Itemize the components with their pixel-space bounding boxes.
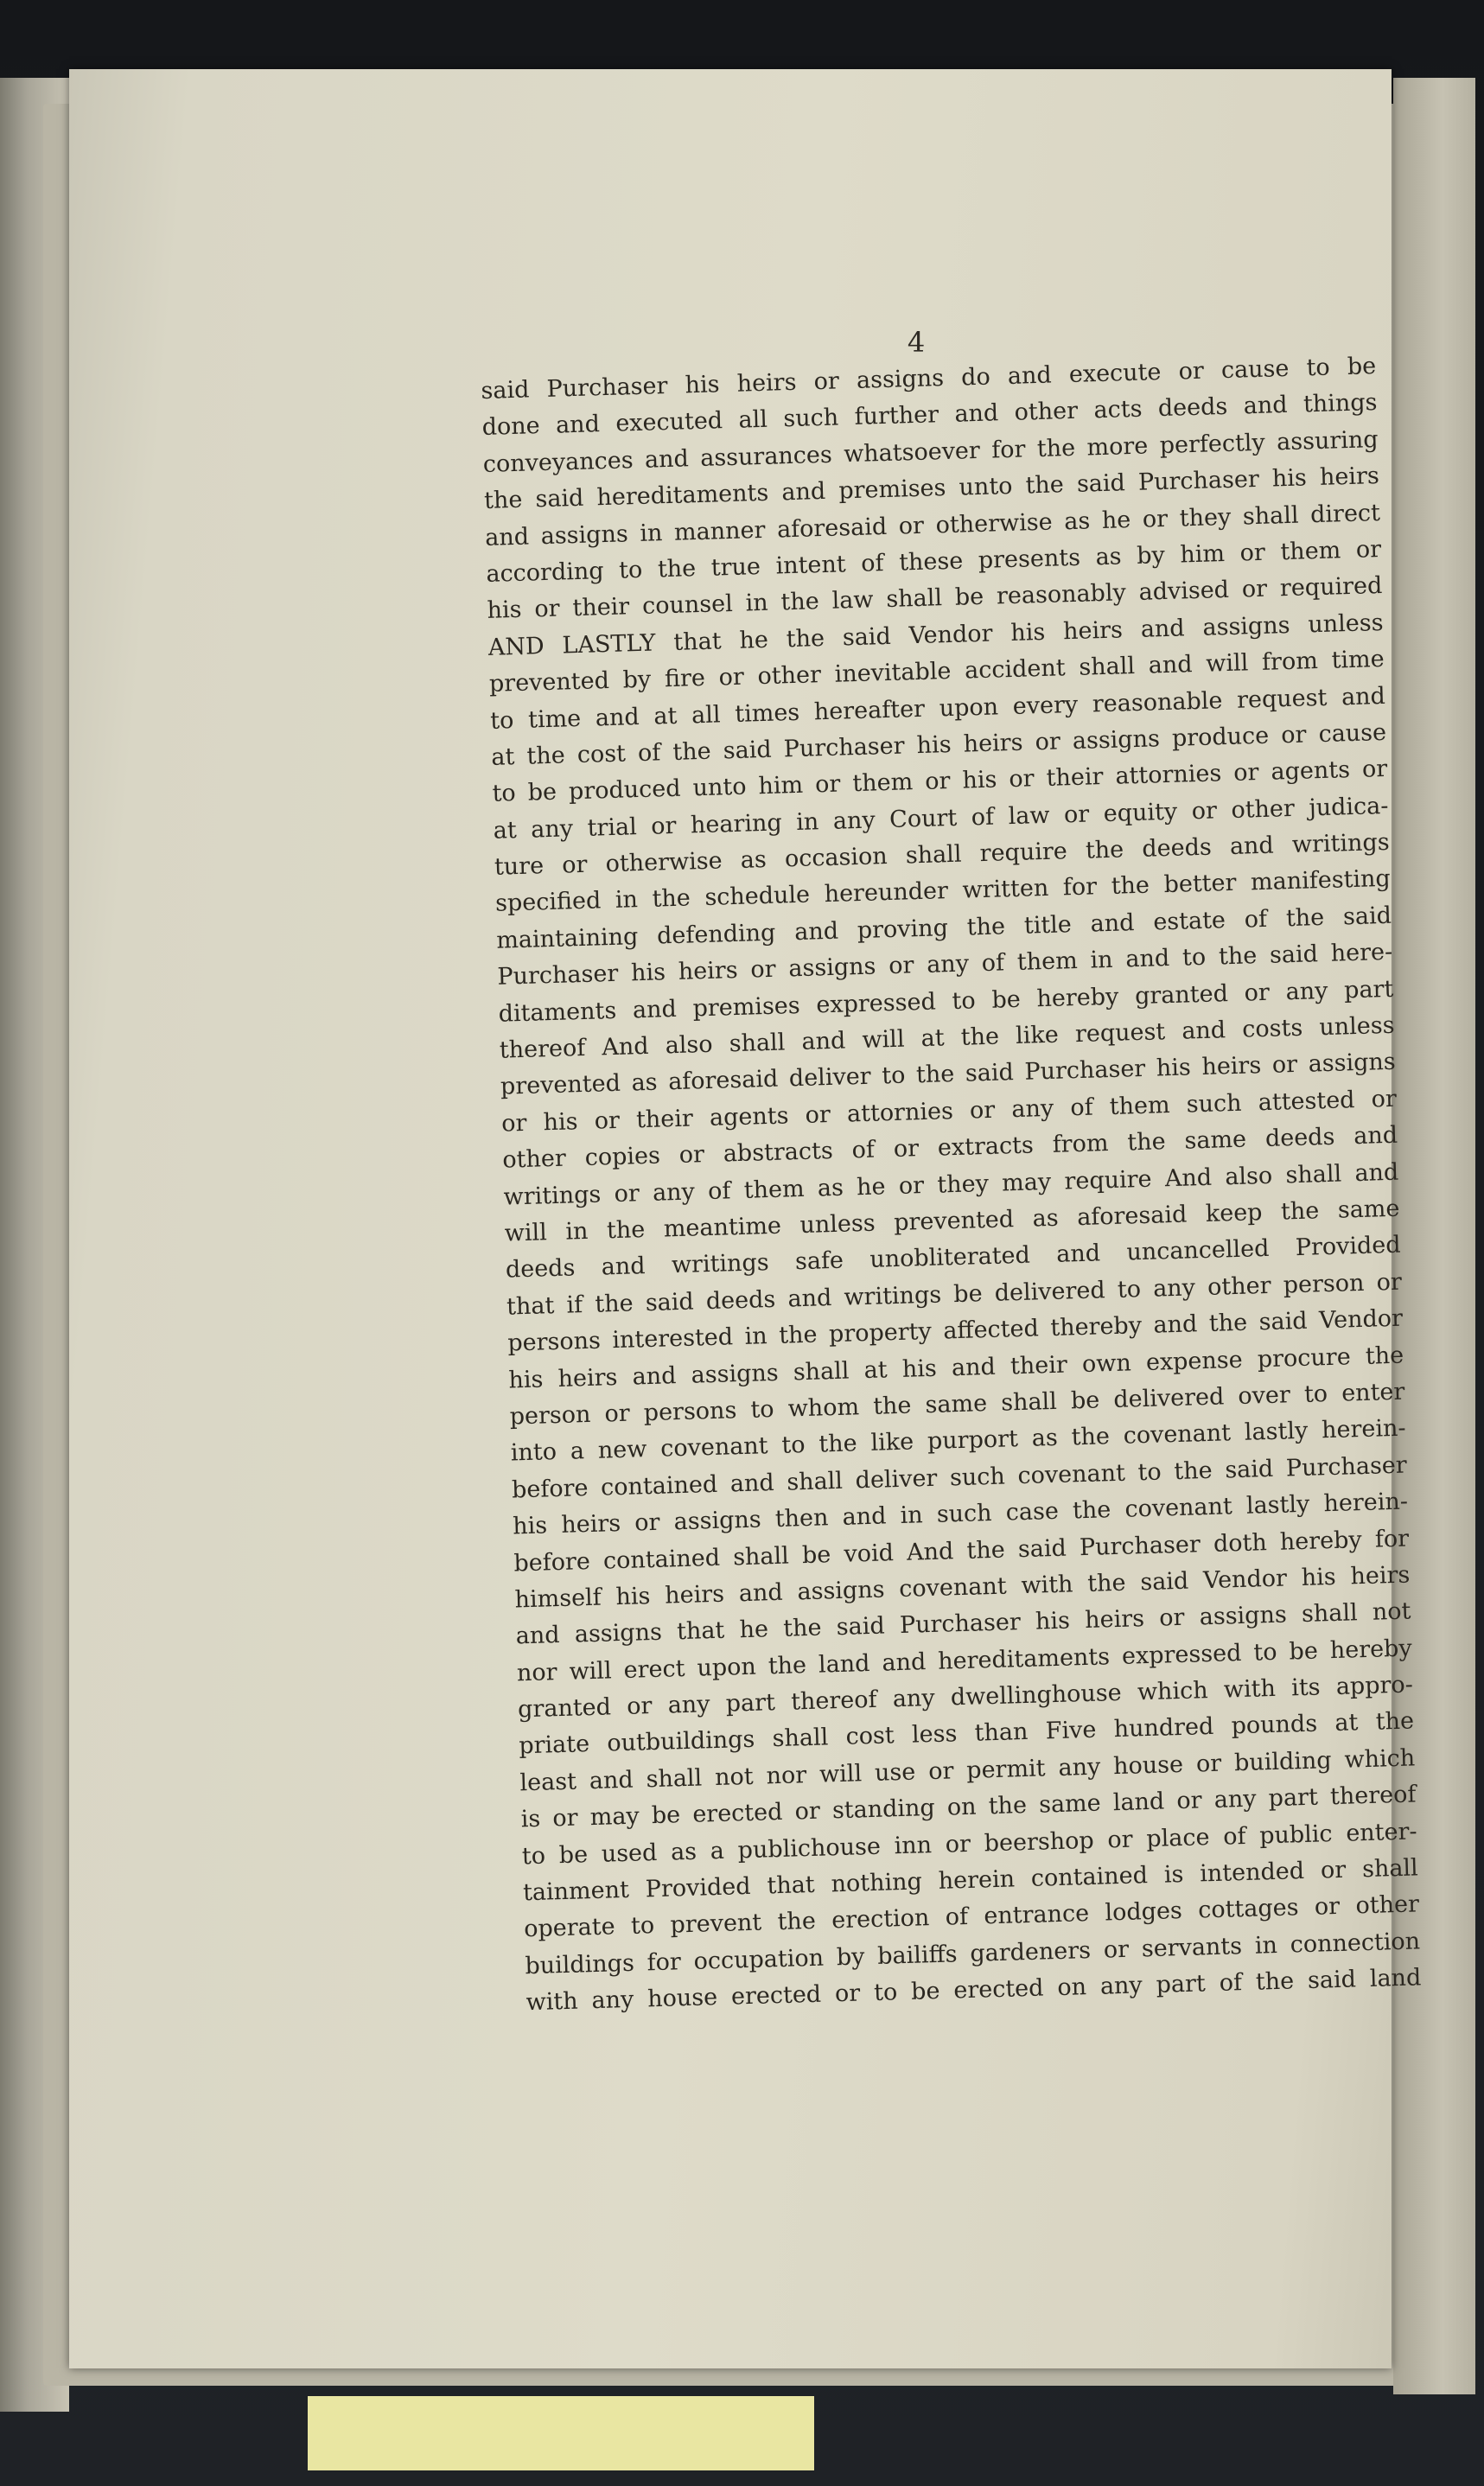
text-line: conveyances and assurances whatsoever for the more perfectly assuring — [482, 425, 1379, 478]
text-line: before contained and shall deliver such covenant to the said Purchaser — [511, 1451, 1408, 1504]
text-line: will in the meantime unless prevented as aforesaid keep the same — [504, 1195, 1400, 1247]
text-line: his heirs and assigns shall at his and their own expense procure the — [508, 1342, 1404, 1394]
text-line: at the cost of the said Purchaser his heirs or assigns produce or cause — [490, 718, 1387, 771]
page-number: 4 — [907, 326, 926, 359]
text-line: with any house erected or to be erected on any part of the said land — [525, 1964, 1422, 2017]
text-line: person or persons to whom the same shall be delivered over to enter — [509, 1378, 1405, 1431]
text-line: to be produced unto him or them or his or their attornies or agents or — [492, 755, 1388, 808]
text-line: maintaining defending and proving the title and estate of the said — [495, 902, 1392, 954]
text-line: persons interested in the property affected thereby and the said Vendor — [506, 1304, 1404, 1357]
text-line: his or their counsel in the law shall be reasonably advised or required — [487, 572, 1383, 625]
text-line: tainment Provided that nothing herein contained is intended or shall — [522, 1854, 1419, 1907]
text-line: deeds and writings safe unobliterated and uncancelled Provided — [505, 1232, 1402, 1284]
text-line: nor will erect upon the land and hereditaments expressed to be hereby — [516, 1635, 1413, 1687]
text-line: ture or otherwise as occasion shall require the deeds and writings — [494, 828, 1390, 881]
text-line: at any trial or hearing in any Court of law or equity or other judica- — [493, 792, 1389, 845]
text-line: operate to prevent the erection of entrance lodges cottages or other — [523, 1890, 1420, 1943]
deed-text-block — [481, 348, 1422, 2022]
text-line: done and executed all such further and other acts deeds and things — [481, 389, 1378, 442]
text-line: AND LASTLY that he the said Vendor his heirs and assigns unless — [487, 609, 1384, 661]
text-line: according to the true intent of these presents as by him or them or — [486, 535, 1382, 588]
text-line: to be used as a publichouse inn or beershop or place of public enter- — [521, 1818, 1417, 1870]
text-line: his heirs or assigns then and in such case the covenant lastly herein- — [512, 1488, 1409, 1540]
text-line: the said hereditaments and premises unto the said Purchaser his heirs — [483, 462, 1380, 515]
text-line: prevented by fire or other inevitable accident shall and will from time — [488, 646, 1385, 698]
text-line: or his or their agents or attornies or any of them such attested or — [500, 1085, 1398, 1138]
text-line: that if the said deeds and writings be delivered to any other person or — [506, 1268, 1403, 1321]
text-line: thereof And also shall and will at the like request and costs unless — [499, 1011, 1395, 1064]
text-line: granted or any part thereof any dwellinghouse which with its appro- — [517, 1671, 1414, 1724]
text-line: himself his heirs and assigns covenant with the said Vendor his heirs — [514, 1561, 1411, 1614]
text-line: and assigns that he the said Purchaser his heirs or assigns shall not — [515, 1597, 1411, 1650]
text-line: into a new covenant to the like purport as the covenant lastly herein- — [510, 1414, 1406, 1467]
text-line: writings or any of them as he or they may require And also shall and — [503, 1158, 1399, 1211]
facing-page-edge — [1393, 78, 1475, 2394]
text-line: said Purchaser his heirs or assigns do and execute or cause to be — [481, 353, 1377, 405]
text-line: prevented as aforesaid deliver to the said Purchaser his heirs or assigns — [500, 1049, 1397, 1101]
text-line: and assigns in manner aforesaid or otherwise as he or they shall direct — [484, 499, 1381, 551]
text-line: to time and at all times hereafter upon every reasonable request and — [489, 682, 1386, 735]
text-line: priate outbuildings shall cost less than Five hundred pounds at the — [518, 1707, 1415, 1760]
text-line: Purchaser his heirs or assigns or any of them in and to the said here- — [497, 939, 1393, 991]
text-line: buildings for occupation by bailiffs gardeners or servants in connection — [525, 1928, 1421, 1980]
text-line: other copies or abstracts of or extracts from the same deeds and — [501, 1121, 1398, 1174]
archive-label-sticker — [308, 2396, 814, 2470]
text-line: specified in the schedule hereunder written for the better manifesting — [494, 865, 1392, 918]
text-line: is or may be erected or standing on the same land or any part thereof — [520, 1781, 1417, 1833]
text-line: least and shall not nor will use or permit any house or building which — [519, 1744, 1416, 1797]
text-line: before contained shall be void And the said Purchaser doth hereby for — [513, 1525, 1410, 1577]
text-line: ditaments and premises expressed to be hereby granted or any part — [498, 975, 1394, 1028]
